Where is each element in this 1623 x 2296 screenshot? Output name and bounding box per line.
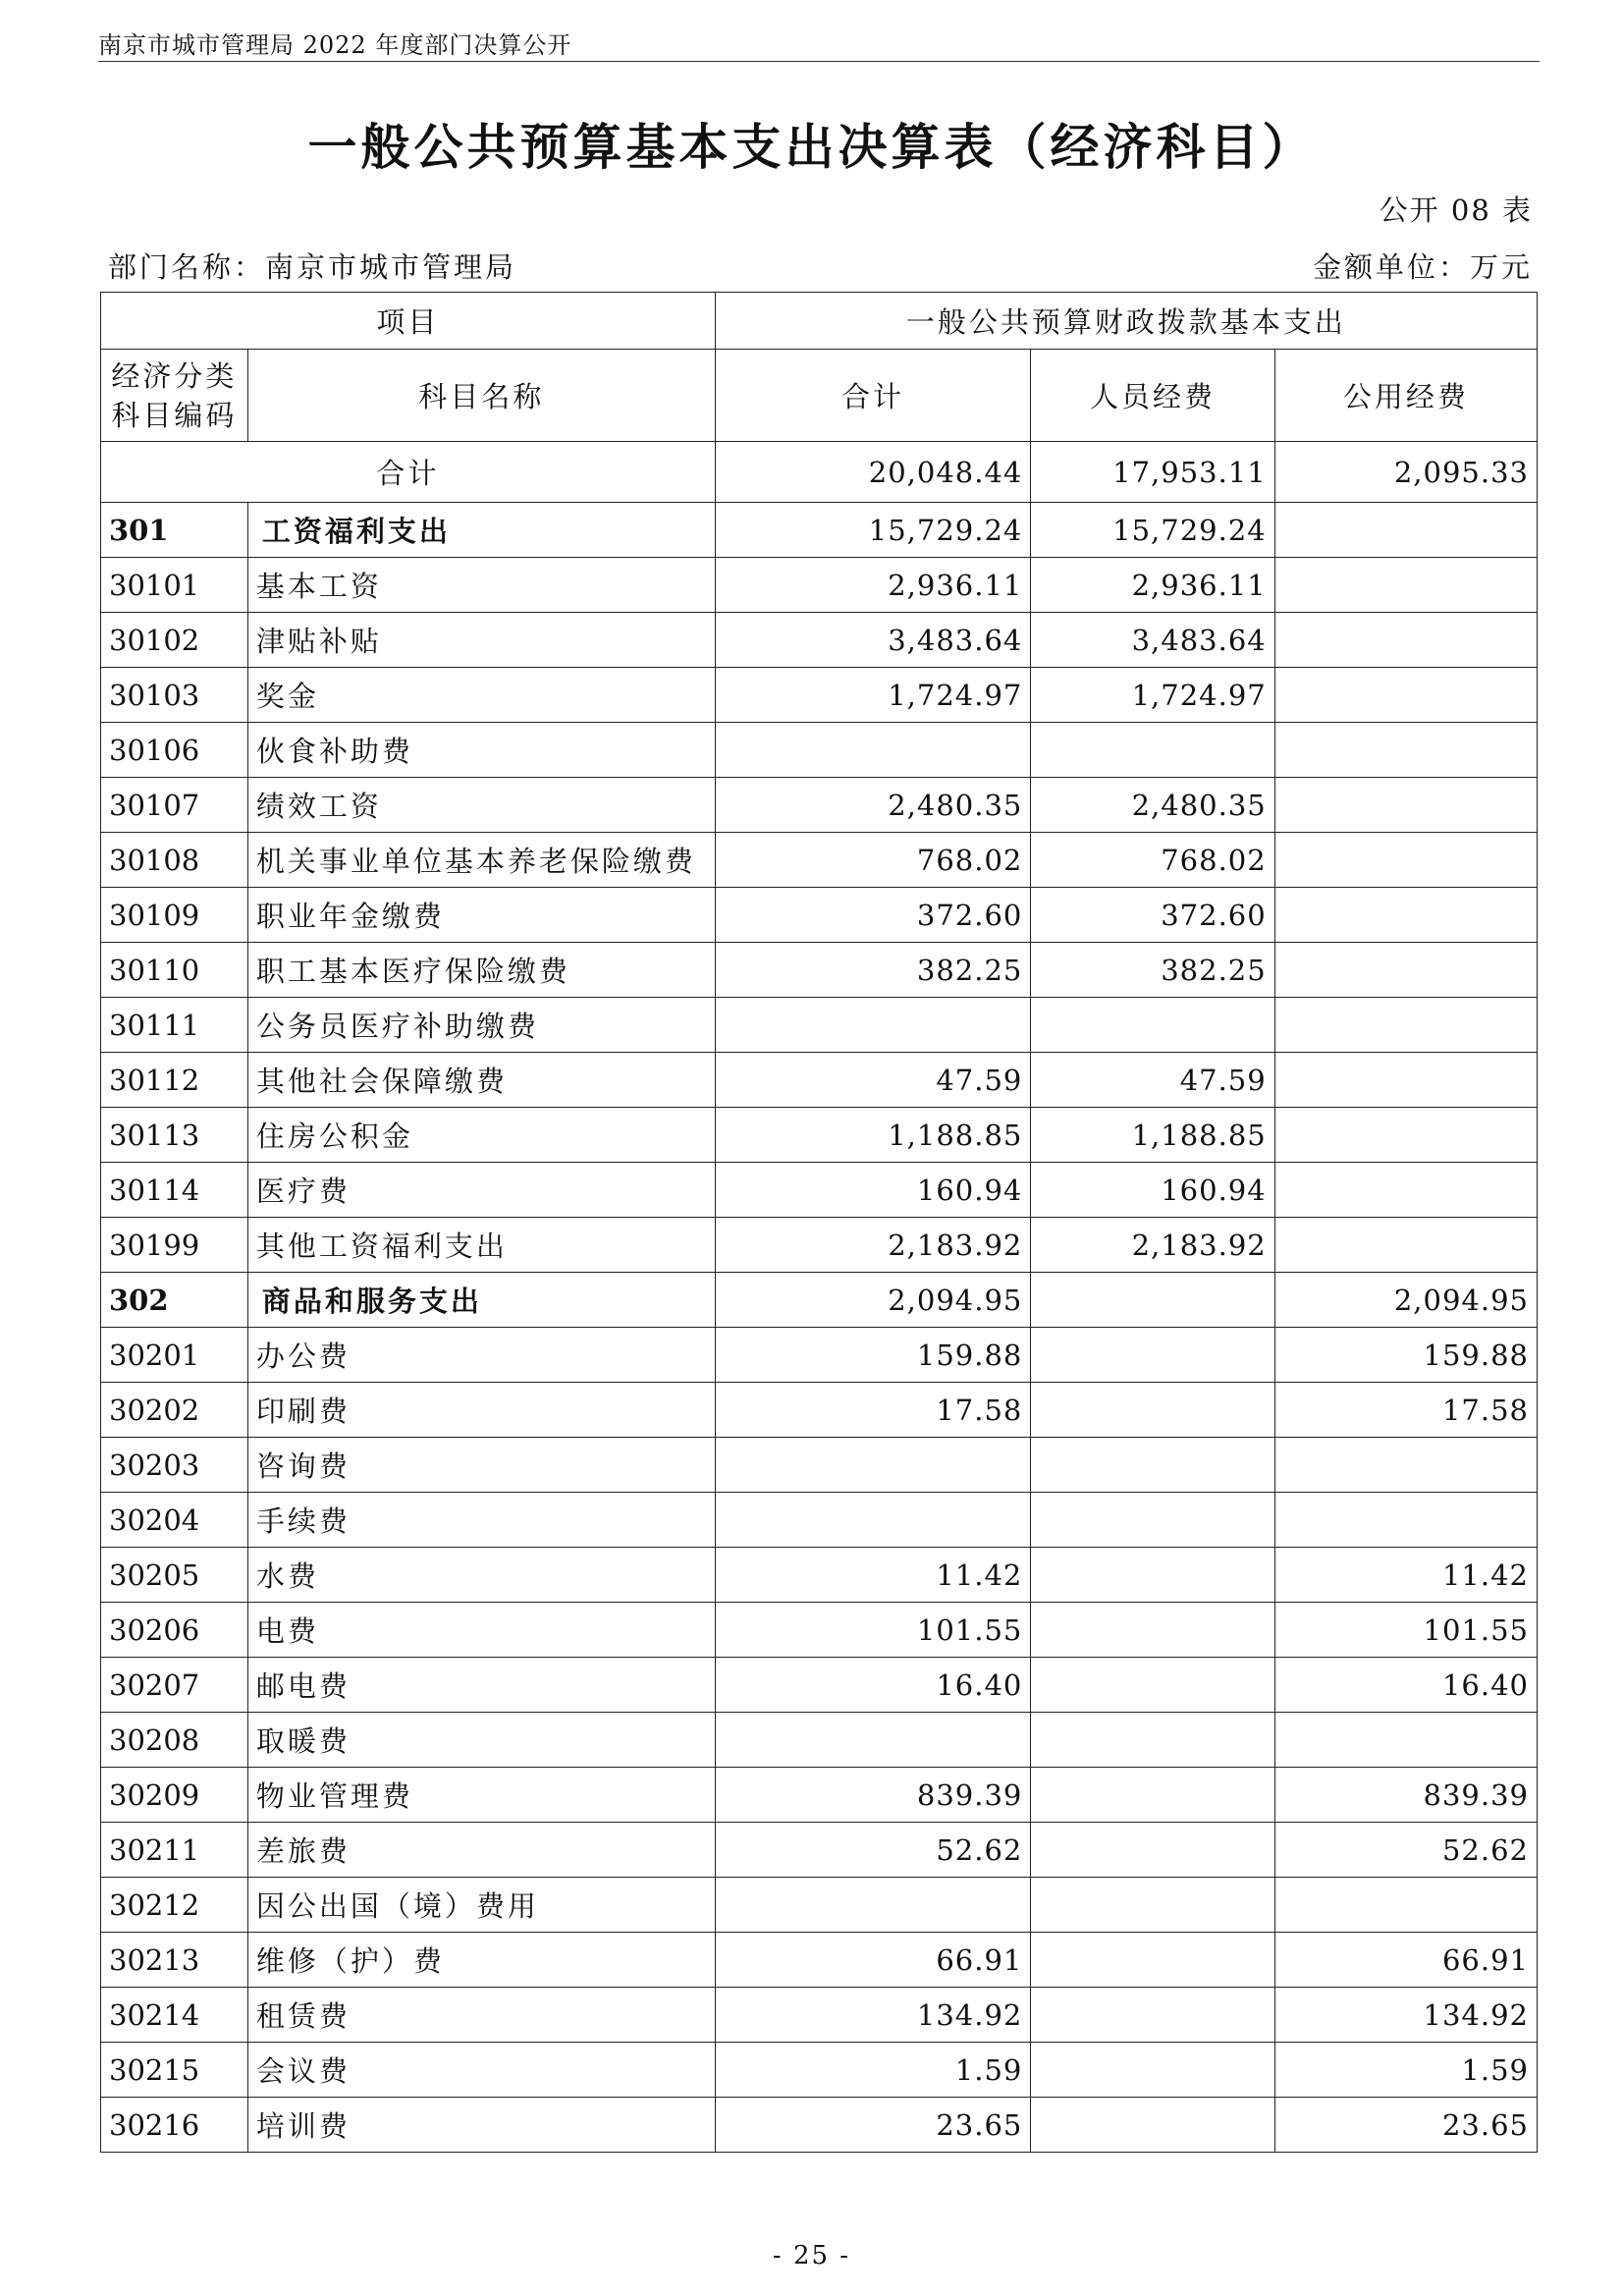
row-public: 16.40 xyxy=(1274,1658,1537,1713)
row-personnel xyxy=(1031,723,1274,778)
row-personnel xyxy=(1031,1493,1274,1548)
row-public xyxy=(1274,1053,1537,1108)
summary-label: 合计 xyxy=(101,442,716,503)
row-total xyxy=(715,723,1031,778)
row-personnel: 15,729.24 xyxy=(1031,503,1274,558)
table-body xyxy=(101,442,1538,2153)
table-row xyxy=(101,778,1538,833)
row-name: 奖金 xyxy=(247,668,715,723)
row-total: 11.42 xyxy=(715,1548,1031,1603)
row-name: 工资福利支出 xyxy=(247,503,715,558)
row-code: 30112 xyxy=(101,1053,248,1108)
row-total: 134.92 xyxy=(715,1988,1031,2043)
row-name: 会议费 xyxy=(247,2043,715,2098)
row-personnel xyxy=(1031,1988,1274,2043)
row-personnel xyxy=(1031,1548,1274,1603)
row-code: 30199 xyxy=(101,1218,248,1273)
row-total: 382.25 xyxy=(715,943,1031,998)
row-personnel: 160.94 xyxy=(1031,1163,1274,1218)
row-code: 30101 xyxy=(101,558,248,613)
table-row xyxy=(101,1603,1538,1658)
table-row xyxy=(101,558,1538,613)
row-name: 职工基本医疗保险缴费 xyxy=(247,943,715,998)
row-personnel: 1,188.85 xyxy=(1031,1108,1274,1163)
category-row xyxy=(101,1273,1538,1328)
row-public xyxy=(1274,503,1537,558)
table-row xyxy=(101,1218,1538,1273)
summary-total: 20,048.44 xyxy=(715,442,1031,503)
row-code: 30202 xyxy=(101,1383,248,1438)
row-name: 差旅费 xyxy=(247,1823,715,1878)
amount-unit: 金额单位：万元 xyxy=(1312,250,1533,284)
category-row xyxy=(101,503,1538,558)
row-total: 47.59 xyxy=(715,1053,1031,1108)
row-personnel xyxy=(1031,1658,1274,1713)
table-row xyxy=(101,723,1538,778)
row-public xyxy=(1274,943,1537,998)
row-personnel xyxy=(1031,1768,1274,1823)
row-personnel xyxy=(1031,1878,1274,1933)
code-column-header xyxy=(101,350,248,442)
expense-group-header: 一般公共预算财政拨款基本支出 xyxy=(715,293,1537,350)
header-row-top xyxy=(101,293,1538,350)
row-name: 公务员医疗补助缴费 xyxy=(247,998,715,1053)
row-total: 2,480.35 xyxy=(715,778,1031,833)
row-personnel: 2,936.11 xyxy=(1031,558,1274,613)
row-personnel: 47.59 xyxy=(1031,1053,1274,1108)
table-row xyxy=(101,2043,1538,2098)
row-code: 30212 xyxy=(101,1878,248,1933)
row-code: 30203 xyxy=(101,1438,248,1493)
row-public: 159.88 xyxy=(1274,1328,1537,1383)
row-personnel xyxy=(1031,2098,1274,2153)
row-name: 津贴补贴 xyxy=(247,613,715,668)
header-row-columns xyxy=(101,350,1538,442)
row-public: 23.65 xyxy=(1274,2098,1537,2153)
row-total: 159.88 xyxy=(715,1328,1031,1383)
row-public: 1.59 xyxy=(1274,2043,1537,2098)
row-code: 30111 xyxy=(101,998,248,1053)
summary-personnel: 17,953.11 xyxy=(1031,442,1274,503)
row-code: 30108 xyxy=(101,833,248,888)
row-personnel xyxy=(1031,1603,1274,1658)
row-code: 30110 xyxy=(101,943,248,998)
table-row xyxy=(101,1108,1538,1163)
row-name: 基本工资 xyxy=(247,558,715,613)
row-personnel xyxy=(1031,1273,1274,1328)
row-name: 伙食补助费 xyxy=(247,723,715,778)
row-total: 52.62 xyxy=(715,1823,1031,1878)
row-code: 30209 xyxy=(101,1768,248,1823)
row-code: 30109 xyxy=(101,888,248,943)
running-header: 南京市城市管理局 2022 年度部门决算公开 xyxy=(98,31,572,59)
table-row xyxy=(101,1713,1538,1768)
row-name: 其他社会保障缴费 xyxy=(247,1053,715,1108)
row-total: 372.60 xyxy=(715,888,1031,943)
row-total xyxy=(715,1713,1031,1768)
row-code: 30211 xyxy=(101,1823,248,1878)
row-personnel xyxy=(1031,2043,1274,2098)
row-name: 手续费 xyxy=(247,1493,715,1548)
row-public xyxy=(1274,723,1537,778)
table-row xyxy=(101,1438,1538,1493)
table-row xyxy=(101,888,1538,943)
row-total: 16.40 xyxy=(715,1658,1031,1713)
row-total: 2,183.92 xyxy=(715,1218,1031,1273)
table-row xyxy=(101,668,1538,723)
row-code: 30113 xyxy=(101,1108,248,1163)
row-personnel xyxy=(1031,1438,1274,1493)
row-total xyxy=(715,998,1031,1053)
row-code: 30208 xyxy=(101,1713,248,1768)
row-total xyxy=(715,1493,1031,1548)
row-public: 66.91 xyxy=(1274,1933,1537,1988)
row-name: 物业管理费 xyxy=(247,1768,715,1823)
row-code: 30103 xyxy=(101,668,248,723)
row-code: 30114 xyxy=(101,1163,248,1218)
row-public xyxy=(1274,1713,1537,1768)
table-row xyxy=(101,2098,1538,2153)
row-total: 66.91 xyxy=(715,1933,1031,1988)
row-personnel xyxy=(1031,1328,1274,1383)
row-name: 机关事业单位基本养老保险缴费 xyxy=(247,833,715,888)
expenditure-table xyxy=(100,292,1538,2153)
row-total: 768.02 xyxy=(715,833,1031,888)
summary-row xyxy=(101,442,1538,503)
row-code: 30215 xyxy=(101,2043,248,2098)
table-row xyxy=(101,1658,1538,1713)
row-name: 水费 xyxy=(247,1548,715,1603)
row-name: 医疗费 xyxy=(247,1163,715,1218)
row-total xyxy=(715,1878,1031,1933)
header-divider xyxy=(98,61,1540,62)
row-public xyxy=(1274,1493,1537,1548)
page-title: 一般公共预算基本支出决算表（经济科目） xyxy=(307,118,1316,176)
row-name: 培训费 xyxy=(247,2098,715,2153)
row-total xyxy=(715,1438,1031,1493)
table-row xyxy=(101,1053,1538,1108)
table-row xyxy=(101,1163,1538,1218)
row-name: 取暖费 xyxy=(247,1713,715,1768)
row-public xyxy=(1274,1438,1537,1493)
row-total: 101.55 xyxy=(715,1603,1031,1658)
row-code: 301 xyxy=(101,503,248,558)
page-number: - 25 - xyxy=(772,2241,851,2270)
row-code: 30205 xyxy=(101,1548,248,1603)
row-total: 1,188.85 xyxy=(715,1108,1031,1163)
table-row xyxy=(101,1328,1538,1383)
row-public: 101.55 xyxy=(1274,1603,1537,1658)
row-code: 30107 xyxy=(101,778,248,833)
row-code: 30216 xyxy=(101,2098,248,2153)
row-total: 160.94 xyxy=(715,1163,1031,1218)
summary-public: 2,095.33 xyxy=(1274,442,1537,503)
row-public xyxy=(1274,1878,1537,1933)
row-public: 2,094.95 xyxy=(1274,1273,1537,1328)
row-code: 302 xyxy=(101,1273,248,1328)
department-name: 部门名称：南京市城市管理局 xyxy=(108,250,517,284)
row-public xyxy=(1274,1218,1537,1273)
table-row xyxy=(101,1548,1538,1603)
code-header-line1: 经济分类 xyxy=(111,358,238,393)
row-code: 30102 xyxy=(101,613,248,668)
row-code: 30201 xyxy=(101,1328,248,1383)
row-personnel xyxy=(1031,1383,1274,1438)
row-name: 电费 xyxy=(247,1603,715,1658)
row-total: 839.39 xyxy=(715,1768,1031,1823)
row-personnel: 768.02 xyxy=(1031,833,1274,888)
row-public: 17.58 xyxy=(1274,1383,1537,1438)
row-name: 办公费 xyxy=(247,1328,715,1383)
table-row xyxy=(101,1823,1538,1878)
name-column-header: 科目名称 xyxy=(247,350,715,442)
row-personnel xyxy=(1031,1933,1274,1988)
table-row xyxy=(101,613,1538,668)
row-public: 52.62 xyxy=(1274,1823,1537,1878)
row-public xyxy=(1274,558,1537,613)
row-public: 134.92 xyxy=(1274,1988,1537,2043)
row-public xyxy=(1274,613,1537,668)
row-name: 印刷费 xyxy=(247,1383,715,1438)
row-name: 维修（护）费 xyxy=(247,1933,715,1988)
table-row xyxy=(101,998,1538,1053)
row-public xyxy=(1274,1108,1537,1163)
row-total: 15,729.24 xyxy=(715,503,1031,558)
code-header-line2: 科目编码 xyxy=(111,398,238,432)
row-personnel: 2,183.92 xyxy=(1031,1218,1274,1273)
row-personnel: 382.25 xyxy=(1031,943,1274,998)
row-name: 绩效工资 xyxy=(247,778,715,833)
row-total: 3,483.64 xyxy=(715,613,1031,668)
table-row xyxy=(101,833,1538,888)
row-name: 商品和服务支出 xyxy=(247,1273,715,1328)
row-public xyxy=(1274,998,1537,1053)
row-public: 839.39 xyxy=(1274,1768,1537,1823)
row-code: 30213 xyxy=(101,1933,248,1988)
table-row xyxy=(101,1988,1538,2043)
row-personnel: 1,724.97 xyxy=(1031,668,1274,723)
table-row xyxy=(101,1878,1538,1933)
row-total: 23.65 xyxy=(715,2098,1031,2153)
row-code: 30207 xyxy=(101,1658,248,1713)
row-personnel xyxy=(1031,998,1274,1053)
table-row xyxy=(101,1383,1538,1438)
row-public xyxy=(1274,1163,1537,1218)
row-personnel: 2,480.35 xyxy=(1031,778,1274,833)
row-name: 邮电费 xyxy=(247,1658,715,1713)
table-row xyxy=(101,943,1538,998)
row-public xyxy=(1274,778,1537,833)
public-column-header: 公用经费 xyxy=(1274,350,1537,442)
row-total: 1,724.97 xyxy=(715,668,1031,723)
row-personnel: 372.60 xyxy=(1031,888,1274,943)
item-header: 项目 xyxy=(101,293,716,350)
row-personnel xyxy=(1031,1823,1274,1878)
personnel-column-header: 人员经费 xyxy=(1031,350,1274,442)
row-public: 11.42 xyxy=(1274,1548,1537,1603)
table-row xyxy=(101,1493,1538,1548)
row-name: 住房公积金 xyxy=(247,1108,715,1163)
table-row xyxy=(101,1768,1538,1823)
row-public xyxy=(1274,833,1537,888)
table-number: 公开 08 表 xyxy=(1379,193,1533,227)
row-total: 2,094.95 xyxy=(715,1273,1031,1328)
row-name: 其他工资福利支出 xyxy=(247,1218,715,1273)
row-code: 30214 xyxy=(101,1988,248,2043)
row-public xyxy=(1274,668,1537,723)
row-code: 30206 xyxy=(101,1603,248,1658)
row-personnel: 3,483.64 xyxy=(1031,613,1274,668)
row-name: 咨询费 xyxy=(247,1438,715,1493)
row-total: 2,936.11 xyxy=(715,558,1031,613)
row-name: 因公出国（境）费用 xyxy=(247,1878,715,1933)
row-total: 17.58 xyxy=(715,1383,1031,1438)
row-name: 租赁费 xyxy=(247,1988,715,2043)
row-total: 1.59 xyxy=(715,2043,1031,2098)
table-row xyxy=(101,1933,1538,1988)
row-personnel xyxy=(1031,1713,1274,1768)
row-name: 职业年金缴费 xyxy=(247,888,715,943)
total-column-header: 合计 xyxy=(715,350,1031,442)
row-code: 30204 xyxy=(101,1493,248,1548)
row-public xyxy=(1274,888,1537,943)
row-code: 30106 xyxy=(101,723,248,778)
